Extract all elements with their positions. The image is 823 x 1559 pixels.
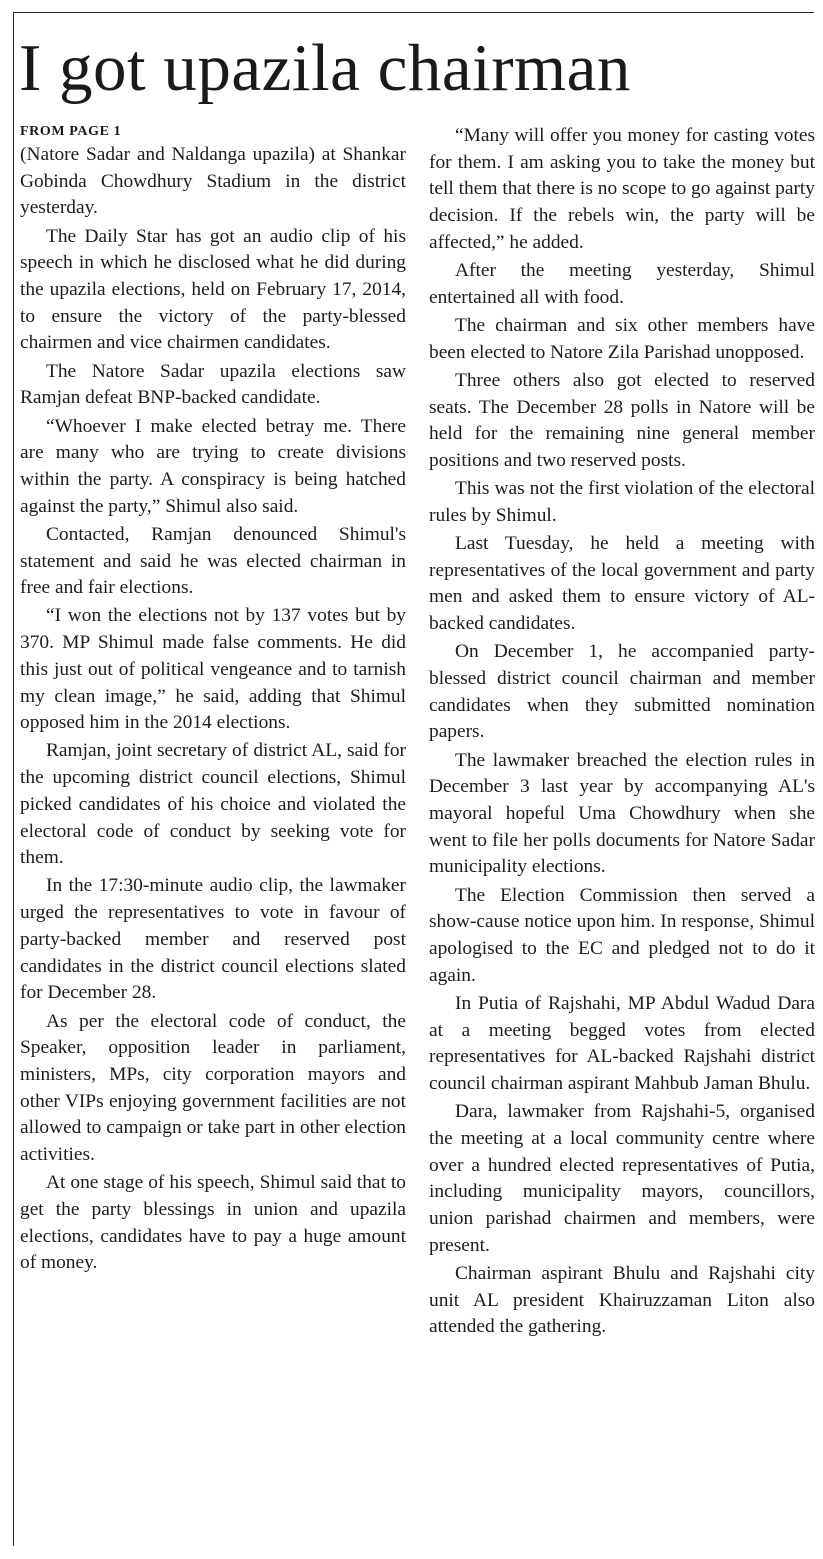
paragraph: The Election Commission then served a show-cause notice upon him. In response, Shimul apologised to the EC and pledged not to do it again.	[429, 884, 815, 986]
headline: I got upazila chairman	[19, 31, 631, 105]
paragraph: At one stage of his speech, Shimul said that to get the party blessings in union and upazila elections, candidates have to pay a huge amount of money.	[20, 1172, 406, 1274]
paragraph: The Natore Sadar upazila elections saw Ramjan defeat BNP-backed candidate.	[20, 360, 406, 409]
paragraph: Chairman aspirant Bhulu and Rajshahi city unit AL president Khairuzzaman Liton also attended the gathering.	[429, 1263, 815, 1338]
paragraph: This was not the first violation of the electoral rules by Shimul.	[429, 478, 815, 526]
top-border-rule	[14, 12, 814, 13]
paragraph: After the meeting yesterday, Shimul entertained all with food.	[429, 260, 815, 308]
paragraph: Last Tuesday, he held a meeting with representatives of the local government and party men and asked them to ensure victory of AL-backed candidates.	[429, 533, 815, 635]
paragraph: Three others also got elected to reserved seats. The December 28 polls in Natore will be held for the remaining nine general member positions and two reserved posts.	[429, 369, 815, 471]
left-border-rule	[13, 12, 14, 1546]
paragraph: Contacted, Ramjan denounced Shimul's statement and said he was elected chairman in free and fair elections.	[20, 523, 406, 599]
paragraph: On December 1, he accompanied party-blessed district council chairman and member candidates when they submitted nomination papers.	[429, 641, 815, 743]
paragraph: The lawmaker breached the election rules in December 3 last year by accompanying AL's mayoral hopeful Uma Chowdhury when she went to file her polls documents for Natore Sadar municipality elections.	[429, 749, 815, 878]
paragraph: Dara, lawmaker from Rajshahi-5, organised the meeting at a local community centre where over a hundred elected representatives of Putia, including municipality mayors, councillors, union parishad chairmen and members, were present.	[429, 1101, 815, 1256]
paragraph: The Daily Star has got an audio clip of his speech in which he disclosed what he did during the upazila elections, held on February 17, 2014, to ensure the victory of the party-blessed chairmen and vice chairmen candidates.	[20, 225, 406, 354]
article-column-right	[429, 123, 815, 1343]
paragraph: In Putia of Rajshahi, MP Abdul Wadud Dara at a meeting begged votes from elected representatives for AL-backed Rajshahi district council chairman aspirant Mahbub Jaman Bhulu.	[429, 993, 815, 1095]
continued-from-label: FROM PAGE 1	[20, 124, 122, 139]
paragraph: Ramjan, joint secretary of district AL, said for the upcoming district council elections, Shimul picked candidates of his choice and violated the electoral code of conduct by seeking vote for them.	[20, 740, 406, 869]
paragraph: “Whoever I make elected betray me. There are many who are trying to create divisions within the party. A conspiracy is being hatched against the party,” Shimul also said.	[20, 415, 406, 517]
paragraph: The chairman and six other members have been elected to Natore Zila Parishad unopposed.	[429, 314, 815, 363]
paragraph: “Many will offer you money for casting votes for them. I am asking you to take the money but tell them that there is no scope to go against party decision. If the rebels win, the party will be affected,” he added.	[429, 125, 815, 253]
paragraph: In the 17:30-minute audio clip, the lawmaker urged the representatives to vote in favour of party-backed member and reserved post candidates in the district council elections slated for December 28.	[20, 875, 406, 1004]
article-column-left	[20, 123, 406, 1279]
paragraph: “I won the elections not by 137 votes but by 370. MP Shimul made false comments. He did this just out of political vengeance and to tarnish my clean image,” he said, adding that Shimul opposed him in the 2014 elections.	[20, 605, 406, 734]
paragraph: As per the electoral code of conduct, the Speaker, opposition leader in parliament, ministers, MPs, city corporation mayors and other VIPs enjoying government facilities are not allowed to campaign or take part in other election activities.	[20, 1010, 406, 1166]
paragraph: (Natore Sadar and Naldanga upazila) at Shankar Gobinda Chowdhury Stadium in the district yesterday.	[20, 144, 406, 219]
